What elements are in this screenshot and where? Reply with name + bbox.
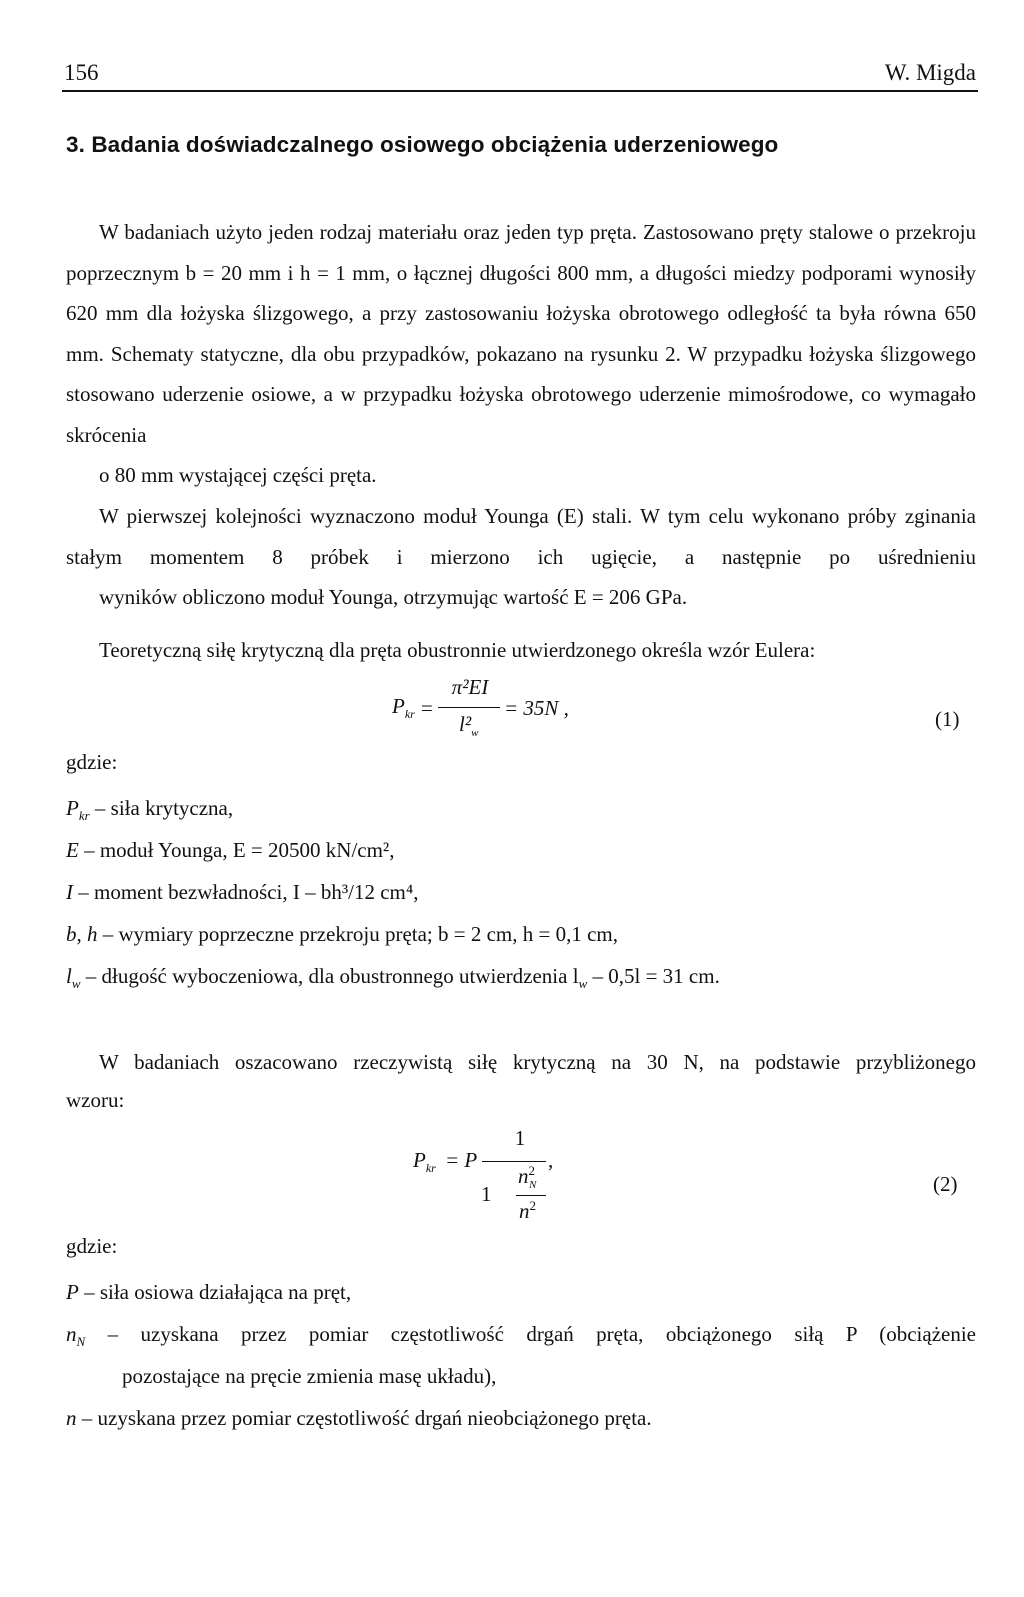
formula-2-inner-den: n (519, 1199, 530, 1223)
formula-2-eq: = P (445, 1148, 478, 1172)
formula-2-main-bar (482, 1161, 546, 1162)
where1-item-e: E – moduł Younga, E = 20500 kN/cm², (66, 838, 395, 862)
formula-1-result: = 35N , (504, 696, 569, 720)
page-header (62, 58, 978, 92)
where2-item-nn: $n_N$ – uzyskana przez pomiar częstotliwość drgań pręta, obciążonego siłą P (obciążenie (66, 1322, 976, 1350)
paragraph-4-body: W badaniach oszacowano rzeczywistą siłę krytyczną na 30 N, na podstawie przybliżonego (99, 1050, 976, 1074)
where2-item-nn-continuation: pozostające na pręcie zmienia masę układu), (122, 1364, 497, 1388)
where1-item-lw: $l_w$ – długość wyboczeniowa, dla obustronnego utwierdzenia $l_w - 0,5l = 31$ cm. (66, 964, 720, 992)
formula-1-lhs: P (392, 694, 405, 718)
paragraph-2-last-line: wyników obliczono moduł Younga, otrzymując wartość E = 206 GPa. (99, 585, 688, 609)
section-title: 3. Badania doświadczalnego osiowego obciążenia uderzeniowego (66, 132, 779, 157)
running-author: W. Migda (884, 60, 976, 85)
where2-item-p: P – siła osiowa działająca na pręt, (66, 1280, 352, 1304)
formula-1-eq: = (421, 696, 433, 720)
paragraph-1 (66, 212, 976, 496)
where1-item-pkr: $P_{kr}$ – siła krytyczna, (66, 796, 234, 824)
formula-1-numerator: π²EI (451, 675, 489, 699)
formula-1-denominator-sub: w (471, 727, 479, 740)
paragraph-4 (99, 1042, 976, 1083)
where1-item-bh: b, h – wymiary poprzeczne przekroju pręta; b = 2 cm, h = 0,1 cm, (66, 922, 619, 946)
formula-1-lhs-sub: kr (404, 707, 415, 722)
formula-2-comma: , (548, 1148, 554, 1172)
formula-1-fraction-bar (438, 707, 500, 708)
equation-number-2: (2) (933, 1172, 958, 1196)
equation-number-1: (1) (935, 707, 960, 731)
paragraph-2 (66, 496, 976, 618)
paragraph-1-body: W badaniach użyto jeden rodzaj materiału oraz jeden typ pręta. Zastosowano pręty stalowe o przekroju poprzecznym b = 20 mm i h = 1 mm, o łącznej długości 800 mm, a długości miedzy podporami wynosiły 620 mm dla łożyska ślizgowego, a przy zastosowaniu łożyska obrotowego odległość ta była równa 650 mm. Schematy statyczne, dla obu przypadków, pokazano na rysunku 2. W przypadku łożyska ślizgowego stosowano uderzenie osiowe, a w przypadku łożyska obrotowego uderzenie mimośrodowe, co wymagało skrócenia (66, 220, 976, 447)
page-number: 156 (64, 60, 99, 85)
formula-2-lhs: P (413, 1148, 426, 1172)
formula-2-lhs-sub: kr (425, 1161, 436, 1176)
paragraph-3: Teoretyczną siłę krytyczną dla pręta obustronnie utwierdzonego określa wzór Eulera: (99, 638, 816, 662)
paragraph-2-body: W pierwszej kolejności wyznaczono moduł Younga (E) stali. W tym celu wykonano próby zginania stałym momentem 8 próbek i mierzono ich ugięcie, a następnie po uśrednieniu (66, 504, 976, 569)
formula-2-inner-num: n (518, 1164, 529, 1188)
formula-2-inner-bar (516, 1195, 546, 1196)
where-label-2: gdzie: (66, 1234, 118, 1258)
where2-item-n: n – uzyskana przez pomiar częstotliwość drgań nieobciążonego pręta. (66, 1406, 652, 1430)
where1-item-i: I – moment bezwładności, I – bh³/12 cm⁴, (66, 880, 419, 904)
formula-2-denominator-one: 1 (481, 1182, 492, 1206)
paragraph-1-last-line: o 80 mm wystającej części pręta. (99, 463, 377, 487)
formula-1-denominator: l² (459, 712, 472, 736)
where-label-1: gdzie: (66, 750, 118, 774)
formula-2-numerator: 1 (514, 1126, 526, 1150)
paragraph-4-last-line: wzoru: (66, 1088, 125, 1112)
